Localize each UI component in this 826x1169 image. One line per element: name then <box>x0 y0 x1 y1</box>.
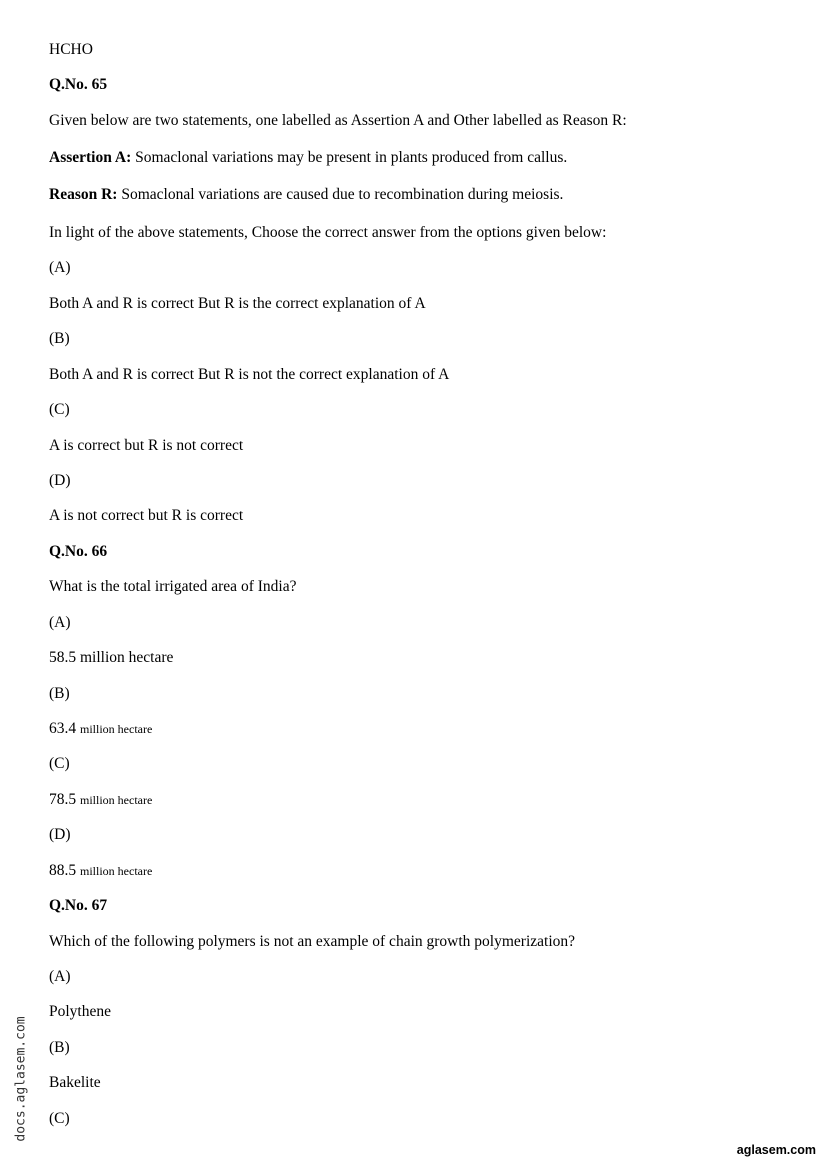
question-67-text: Which of the following polymers is not an example of chain growth polymerization? <box>49 933 576 950</box>
question-66-text: What is the total irrigated area of India? <box>49 578 297 595</box>
option-label: (D) <box>49 826 71 843</box>
option-text: A is not correct but R is correct <box>49 507 244 524</box>
question-66-label: Q.No. 66 <box>49 543 108 560</box>
option-text: 58.5 million hectare <box>49 649 174 666</box>
option-label: (C) <box>49 401 70 418</box>
question-65-assertion <box>49 148 567 168</box>
option-number: 78.5 <box>49 791 80 808</box>
option-unit: million hectare <box>80 864 153 878</box>
question-65-intro: Given below are two statements, one labelled as Assertion A and Other labelled as Reason R: <box>49 112 627 129</box>
reason-text: Somaclonal variations are caused due to recombination during meiosis. <box>117 186 564 203</box>
option-label: (B) <box>49 685 70 702</box>
option-label: (C) <box>49 1110 70 1127</box>
option-text: A is correct but R is not correct <box>49 437 244 454</box>
option-label: (D) <box>49 472 71 489</box>
question-65-reason <box>49 185 563 205</box>
option-label: (B) <box>49 330 70 347</box>
option-number: 63.4 <box>49 720 80 737</box>
side-watermark-text: docs.aglasem.com <box>13 1016 29 1142</box>
question-65-instruction: In light of the above statements, Choose the correct answer from the options given below: <box>49 224 607 241</box>
footer-brand: aglasem.com <box>736 1143 816 1157</box>
option-text <box>49 719 152 739</box>
option-label: (B) <box>49 1039 70 1056</box>
option-text: Both A and R is correct But R is the correct explanation of A <box>49 295 426 312</box>
hcho-line: HCHO <box>49 41 93 58</box>
option-text <box>49 861 152 881</box>
option-text: Polythene <box>49 1003 111 1020</box>
option-text <box>49 790 152 810</box>
option-number: 88.5 <box>49 862 80 879</box>
option-unit: million hectare <box>80 722 153 736</box>
option-label: (A) <box>49 614 71 631</box>
option-unit: million hectare <box>80 793 153 807</box>
assertion-text: Somaclonal variations may be present in plants produced from callus. <box>131 149 568 166</box>
side-watermark <box>11 1000 31 1158</box>
option-text: Both A and R is correct But R is not the correct explanation of A <box>49 366 450 383</box>
assertion-label: Assertion A: <box>49 149 132 166</box>
question-67-label: Q.No. 67 <box>49 897 108 914</box>
option-label: (A) <box>49 968 71 985</box>
option-text: Bakelite <box>49 1074 101 1091</box>
reason-label: Reason R: <box>49 186 118 203</box>
option-label: (C) <box>49 755 70 772</box>
option-label: (A) <box>49 259 71 276</box>
question-65-label: Q.No. 65 <box>49 76 108 93</box>
